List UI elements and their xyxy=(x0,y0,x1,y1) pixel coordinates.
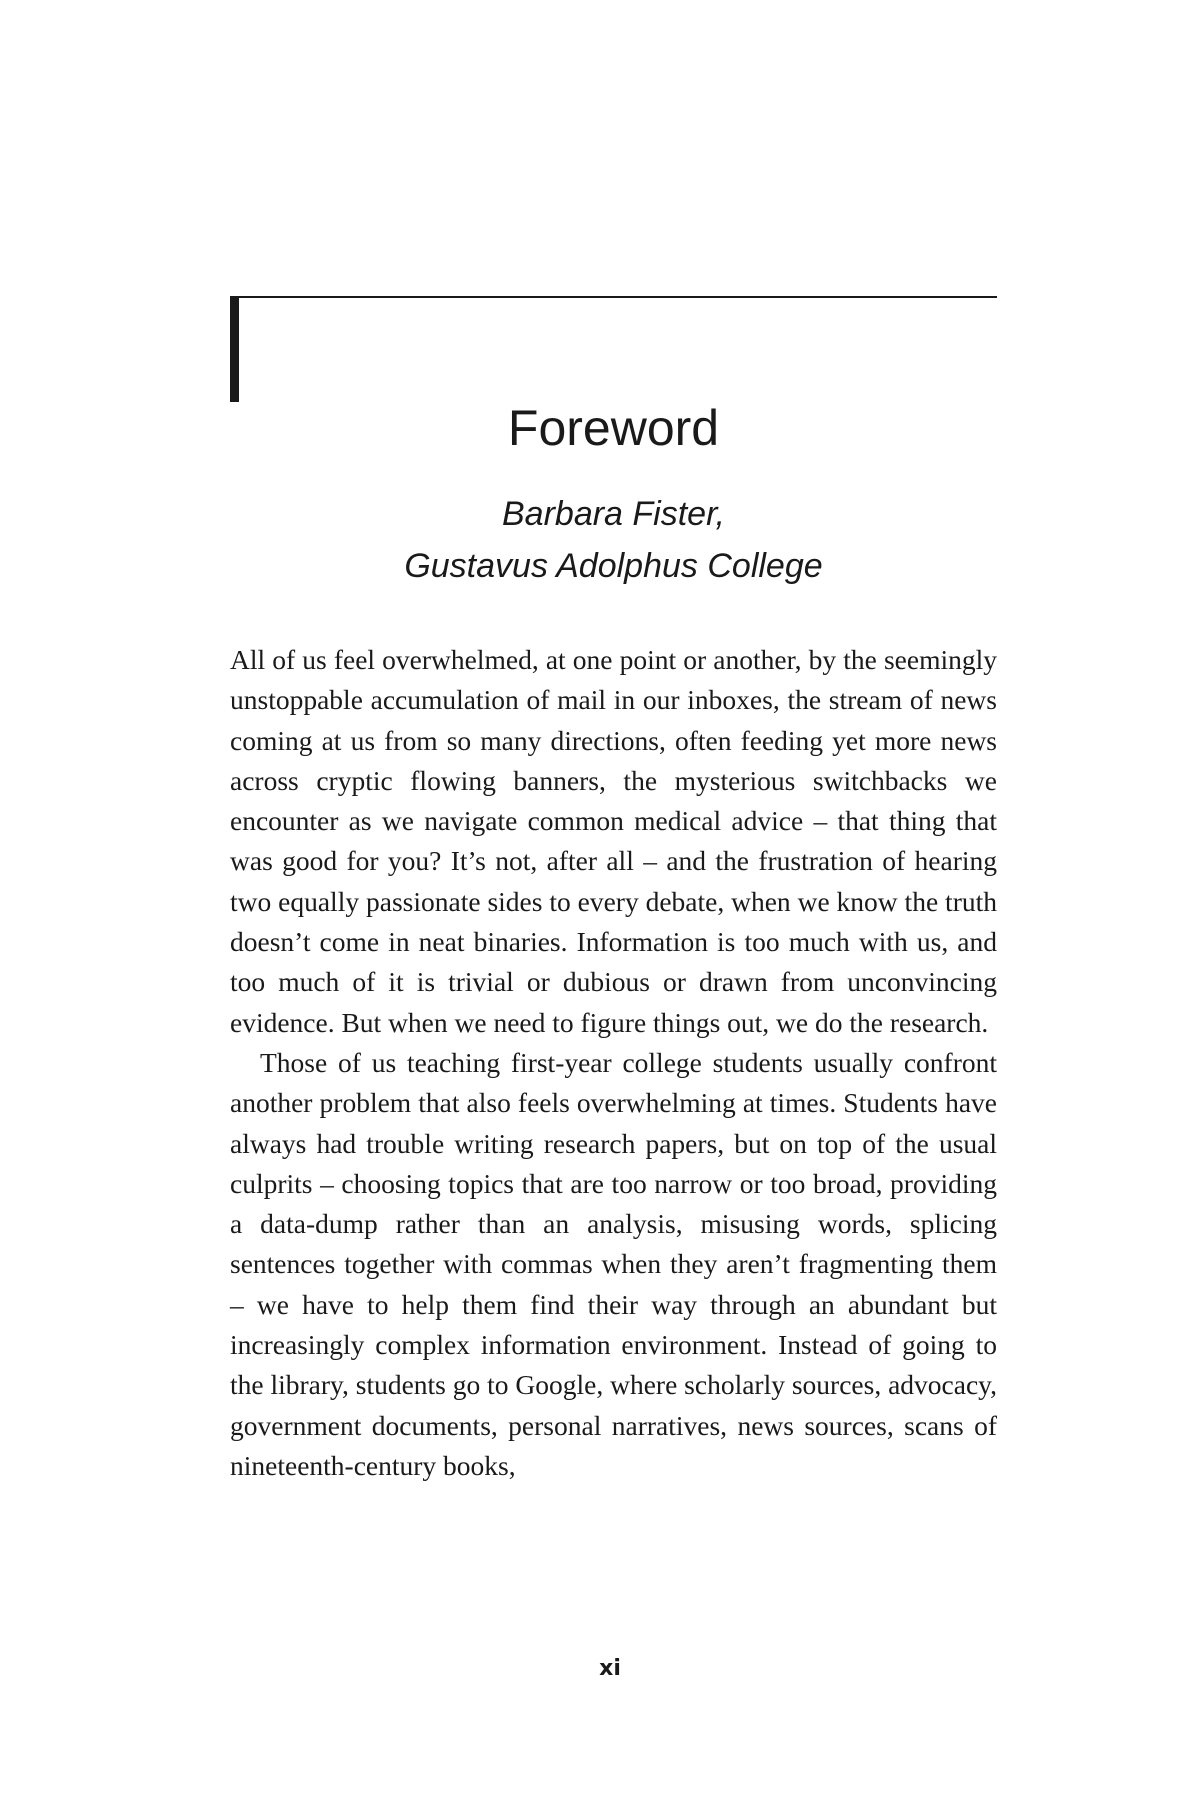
author-affiliation: Gustavus Adolphus College xyxy=(404,547,823,585)
chapter-top-rule xyxy=(230,296,997,298)
author-block xyxy=(230,488,997,592)
author-name: Barbara Fister, xyxy=(502,495,725,533)
chapter-title: Foreword xyxy=(507,400,720,456)
page-number: xi xyxy=(599,1656,621,1681)
paragraph-1: All of us feel overwhelmed, at one point or another, by the seemingly unstoppable accumulation of mail in our inboxes, the stream of news coming at us from so many directions, often feeding yet more news across cryptic flowing banners, the mysterious switchbacks we encounter as we navigate common medical advice – that thing that was good for you? It’s not, after all – and the frustration of hearing two equally passionate sides to every debate, when we know the truth doesn’t come in neat binaries. Information is too much with us, and too much of it is trivial or dubious or drawn from unconvincing evidence. But when we need to figure things out, we do the research. xyxy=(230,644,997,1038)
paragraph-2: Those of us teaching first-year college students usually confront another problem that also feels overwhelming at times. Students have always had trouble writing research papers, but on top of the usual culprits – choosing topics that are too narrow or too broad, providing a data-dump rather than an analysis, misusing words, splicing sentences together with commas when they aren’t fragmenting them – we have to help them find their way through an abundant but increasingly complex information environment. Instead of going to the library, students go to Google, where scholarly sources, advocacy, government documents, personal narratives, news sources, scans of nineteenth-century books, xyxy=(230,1046,997,1481)
chapter-side-rule xyxy=(230,296,239,402)
body-text xyxy=(230,640,997,1486)
